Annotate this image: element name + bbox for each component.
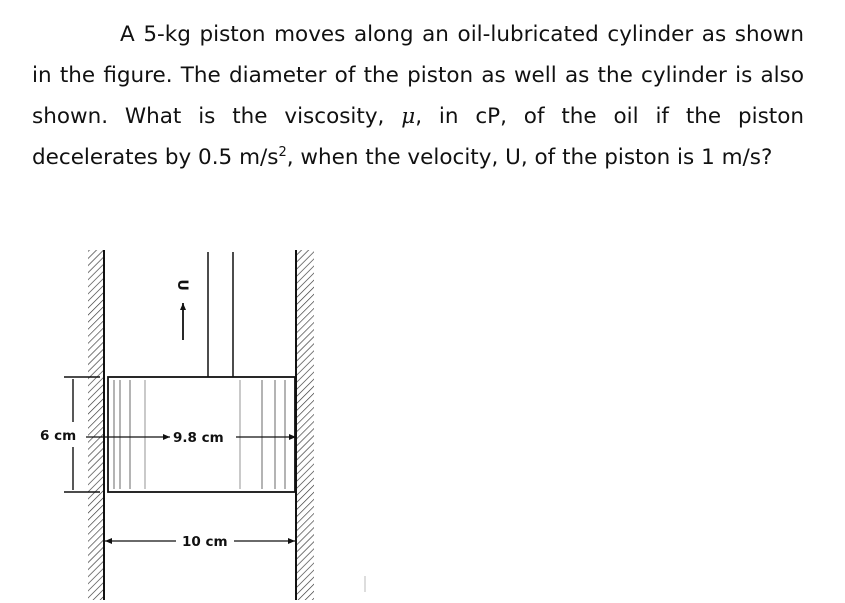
- cylinder-diameter-label: 10 cm: [182, 534, 228, 550]
- problem-text-part3: , when the velocity, U, of the piston is 1 m/s?: [286, 145, 773, 170]
- piston-length-label: 6 cm: [40, 428, 77, 444]
- squared-superscript: 2: [278, 144, 287, 160]
- right-cylinder-wall: [296, 250, 314, 600]
- piston-rod: [208, 252, 233, 377]
- mu-symbol: μ: [401, 104, 416, 129]
- problem-text-part2: , in cP, of the oil if the piston decelerates by 0.5 m/s: [32, 104, 804, 170]
- problem-statement: [32, 14, 804, 178]
- piston-diameter-label: 9.8 cm: [173, 430, 224, 446]
- piston-cylinder-figure: [0, 240, 845, 603]
- problem-text-part1: A 5-kg piston moves along an oil-lubricated cylinder as shown in the figure. The diameter of the piston as well as the cylinder is also shown. What is the viscosity,: [32, 22, 804, 129]
- velocity-label: U: [174, 279, 190, 291]
- left-cylinder-wall: [88, 250, 104, 600]
